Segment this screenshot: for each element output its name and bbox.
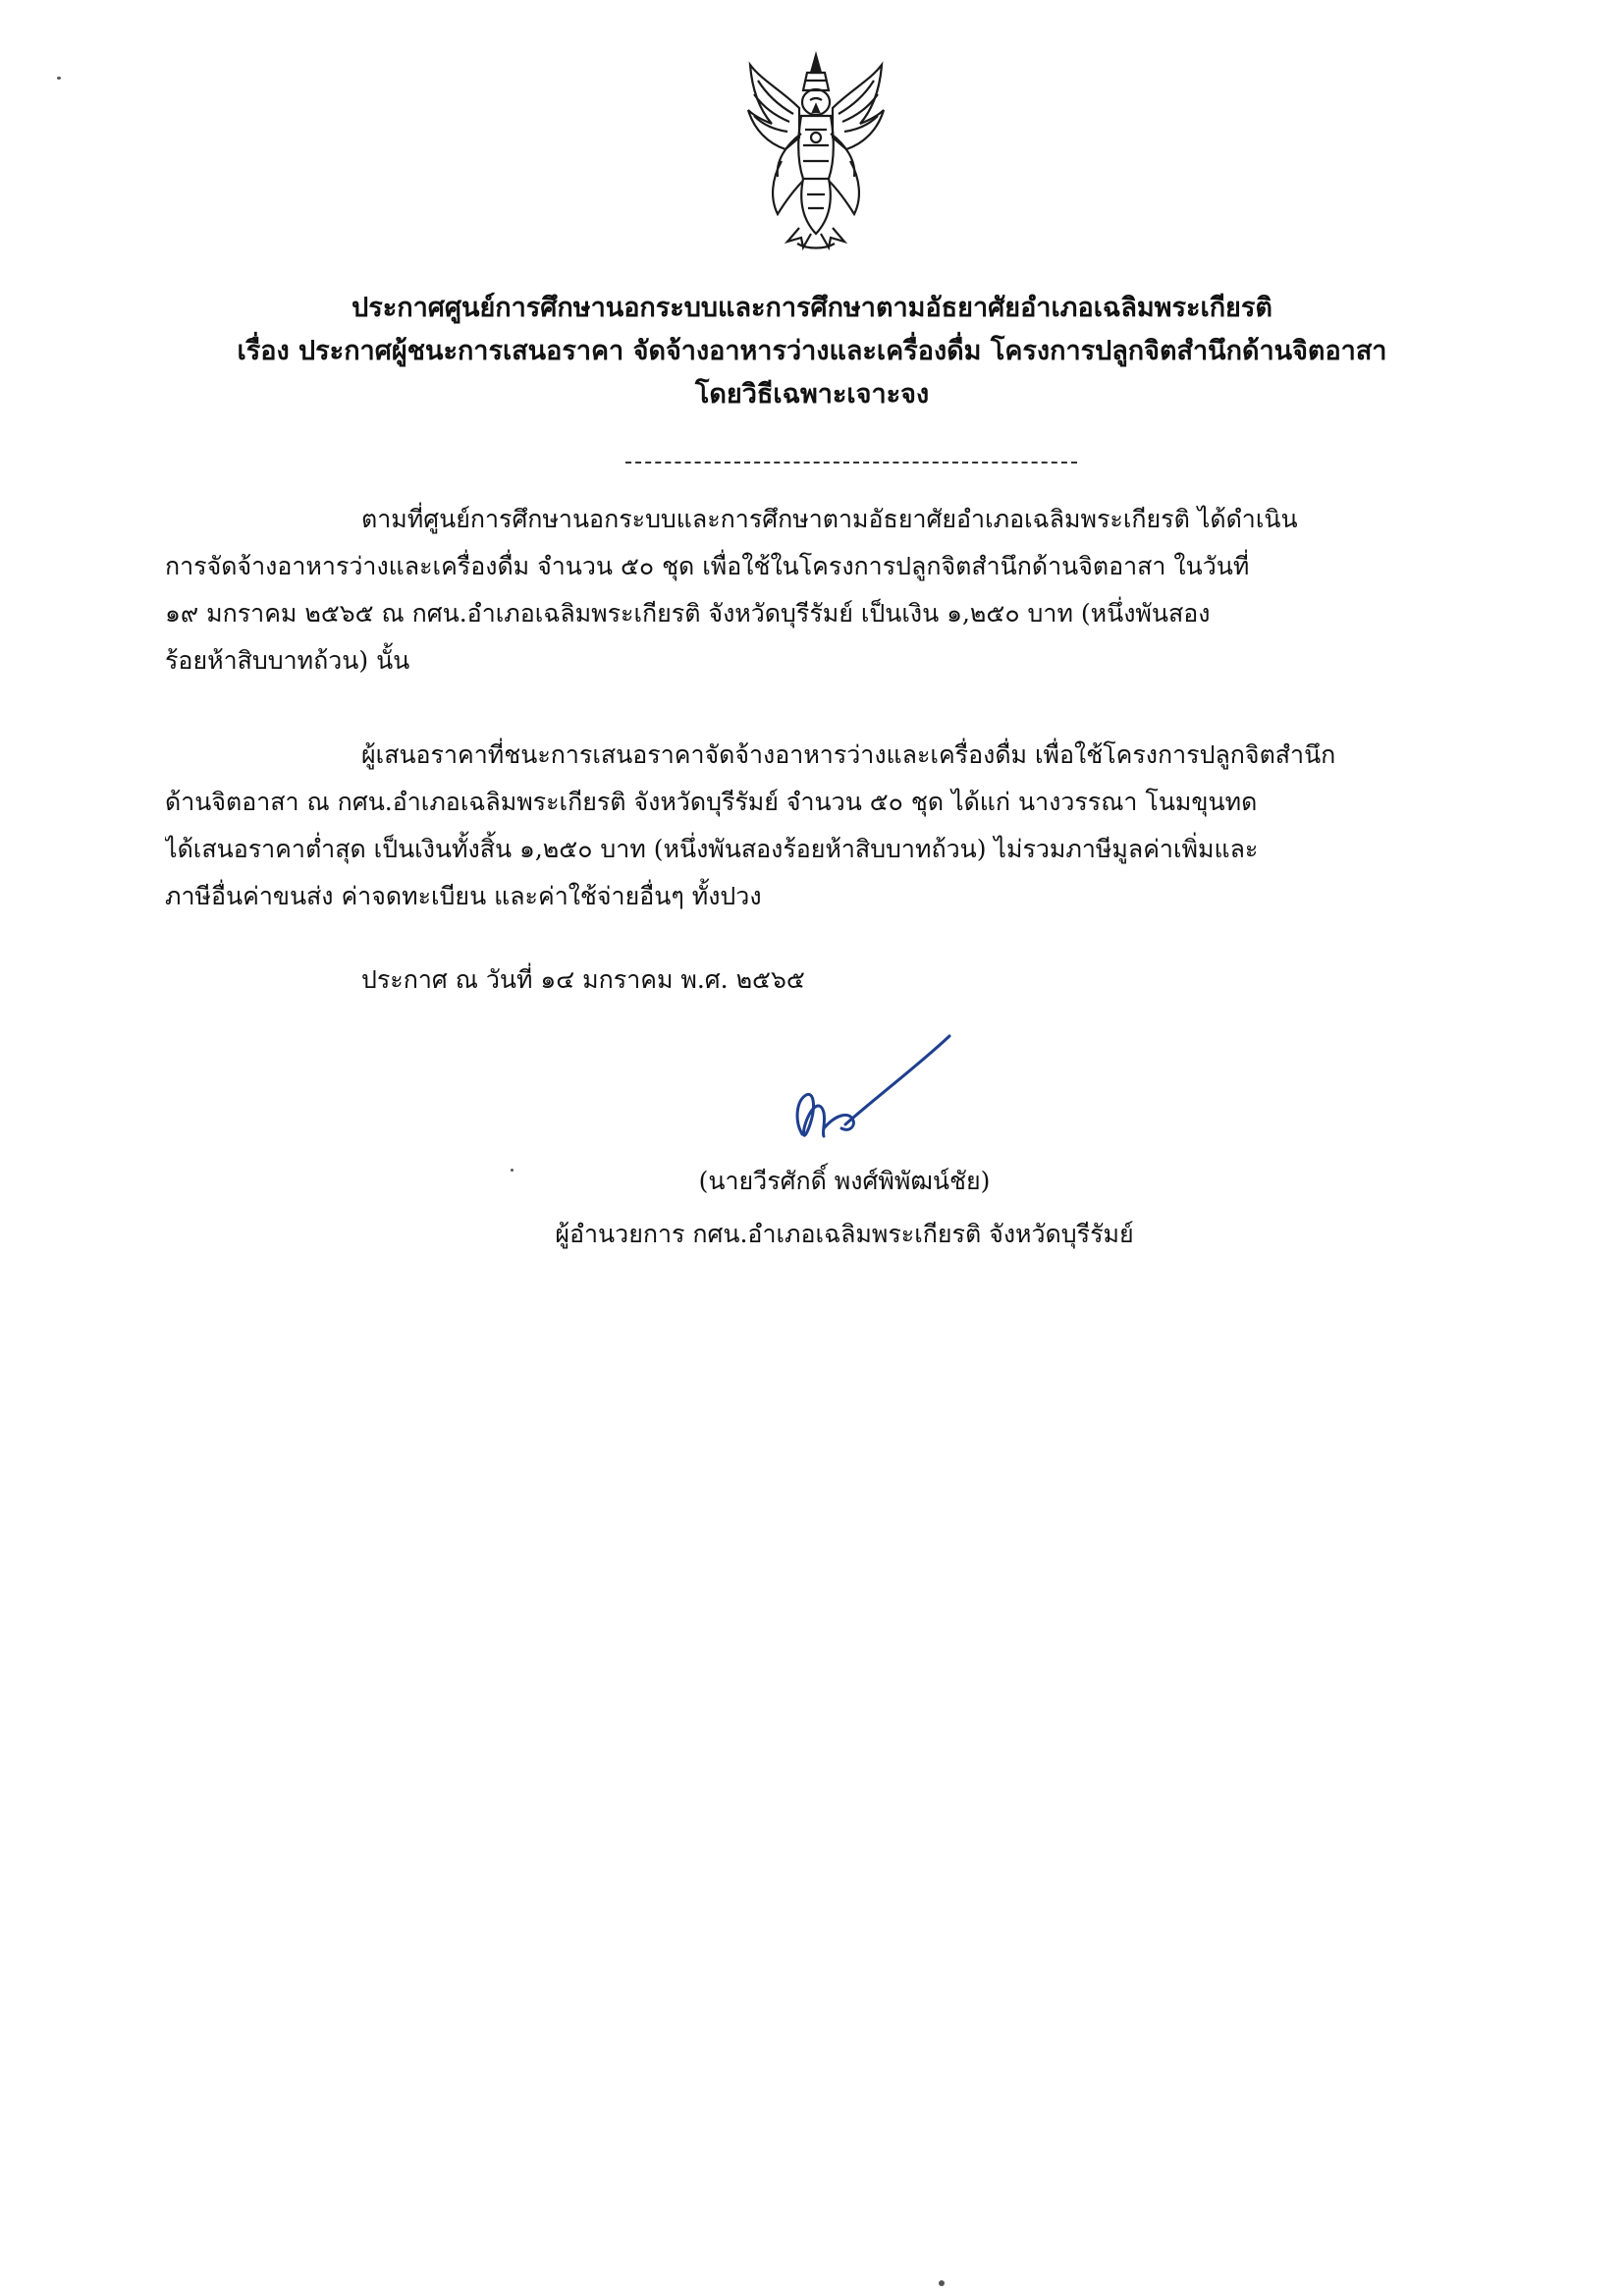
paragraph-line: ผู้เสนอราคาที่ชนะการเสนอราคาจัดจ้างอาหารว่างและเครื่องดื่ม เพื่อใช้โครงการปลูกจิตสำนึก [361,740,1336,769]
handwritten-signature [781,1026,967,1154]
paragraph-line: ๑๙ มกราคม ๒๕๖๕ ณ กศน.อำเภอเฉลิมพระเกียรติ จังหวัดบุรีรัมย์ เป็นเงิน ๑,๒๕๐ บาท (หนึ่งพันสอง [165,599,1211,628]
title-line-3: โดยวิธีเฉพาะเจาะจง [694,379,930,410]
body-paragraph-1 [165,496,1436,684]
paragraph-line: ตามที่ศูนย์การศึกษานอกระบบและการศึกษาตามอัธยาศัยอำเภอเฉลิมพระเกียรติ ได้ดำเนิน [361,505,1298,533]
announcement-date: ประกาศ ณ วันที่ ๑๔ มกราคม พ.ศ. ๒๕๖๕ [361,965,805,994]
title-line-2: เรื่อง ประกาศผู้ชนะการเสนอราคา จัดจ้างอาหารว่างและเครื่องดื่ม โครงการปลูกจิตสำนึกด้านจิตอาสา [237,336,1387,366]
signer-name: (นายวีรศักดิ์ พงศ์พิพัฒน์ชัย) [698,1167,991,1195]
scan-speck [57,77,61,80]
paragraph-line: ด้านจิตอาสา ณ กศน.อำเภอเฉลิมพระเกียรติ จังหวัดบุรีรัมย์ จำนวน ๕๐ ชุด ได้แก่ นางวรรณา โนมขุนทด [165,788,1258,816]
title-divider [625,462,1077,464]
title-line-1: ประกาศศูนย์การศึกษานอกระบบและการศึกษาตามอัธยาศัยอำเภอเฉลิมพระเกียรติ [352,293,1272,323]
body-paragraph-2 [165,732,1436,920]
paragraph-line: การจัดจ้างอาหารว่างและเครื่องดื่ม จำนวน ๕๐ ชุด เพื่อใช้ในโครงการปลูกจิตสำนึกด้านจิตอาสา ในวันที่ [165,552,1250,580]
paragraph-line: ร้อยห้าสิบบาทถ้วน) นั้น [165,646,410,675]
announcement-title [147,287,1477,416]
signer-position: ผู้อำนวยการ กศน.อำเภอเฉลิมพระเกียรติ จังหวัดบุรีรัมย์ [555,1220,1134,1248]
garuda-emblem-icon [742,51,890,255]
scan-speck [939,2280,945,2286]
paragraph-line: ภาษีอื่นค่าขนส่ง ค่าจดทะเบียน และค่าใช้จ่ายอื่นๆ ทั้งปวง [165,882,762,910]
scan-speck [511,1169,514,1172]
paragraph-line: ได้เสนอราคาต่ำสุด เป็นเงินทั้งสิ้น ๑,๒๕๐ บาท (หนึ่งพันสองร้อยห้าสิบบาทถ้วน) ไม่รวมภาษีมูลค่าเพิ่มและ [165,835,1259,863]
